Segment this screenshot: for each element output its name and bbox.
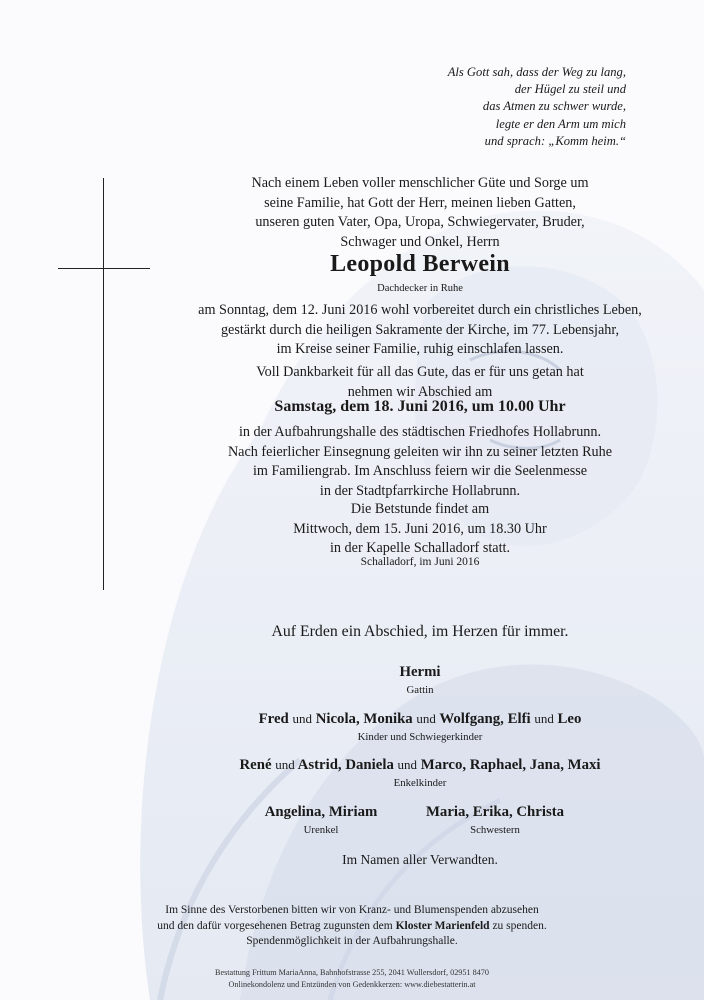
- intro-text: [140, 174, 700, 253]
- footer-address: Bestattung Frittum MariaAnna, Bahnhofstrasse 255, 2041 Wullersdorf, 02951 8470: [215, 968, 489, 977]
- farewell-line: Auf Erden ein Abschied, im Herzen für immer.: [271, 623, 569, 640]
- prayer-line: in der Kapelle Schalladorf statt.: [329, 540, 511, 557]
- grandchild-name: Astrid, Daniela: [297, 757, 394, 773]
- donation-recipient: Kloster Marienfeld: [395, 919, 490, 932]
- children-names: [140, 711, 700, 728]
- und-connector: und: [416, 711, 436, 726]
- grandchild-name: René: [239, 757, 272, 773]
- epigraph-quote: [366, 64, 626, 150]
- thanks-line: nehmen wir Abschied am: [347, 383, 493, 400]
- sisters-names: Maria, Erika, Christa: [425, 804, 565, 820]
- cross-icon-vertical: [103, 178, 104, 590]
- children-role: Kinder und Schwiegerkinder: [357, 731, 483, 743]
- wife-name: Hermi: [399, 664, 441, 680]
- death-line: im Kreise seiner Familie, ruhig einschlafen lassen.: [276, 341, 564, 358]
- donation-line: Spendenmöglichkeit in der Aufbahrungshalle.: [246, 935, 458, 947]
- sisters-role: Schwestern: [470, 824, 520, 836]
- death-line: am Sonntag, dem 12. Juni 2016 wohl vorbereitet durch ein christliches Leben,: [198, 302, 642, 318]
- relatives-signoff: Im Namen aller Verwandten.: [342, 852, 498, 867]
- thanks-text: [140, 363, 700, 402]
- intro-line: Schwager und Onkel, Herrn: [340, 234, 500, 251]
- quote-line: und sprach: „Komm heim.“: [484, 133, 626, 148]
- donation-text: zu spenden.: [489, 919, 547, 932]
- great-grandchildren-names: Angelina, Miriam: [264, 804, 378, 820]
- quote-line: der Hügel zu steil und: [514, 82, 626, 97]
- und-connector: und: [275, 757, 295, 772]
- funeral-details: [140, 423, 700, 502]
- intro-line: seine Familie, hat Gott der Herr, meinen lieben Gatten,: [264, 194, 576, 211]
- deceased-occupation: Dachdecker in Ruhe: [377, 283, 463, 294]
- donation-line: [0, 919, 704, 935]
- grandchildren-role: Enkelkinder: [393, 777, 447, 789]
- und-connector: und: [534, 711, 554, 726]
- funeral-line: Nach feierlicher Einsegnung geleiten wir ihn zu seiner letzten Ruhe: [227, 443, 613, 460]
- family-sisters: [385, 804, 605, 836]
- family-wife: [140, 664, 700, 696]
- family-children: [140, 711, 700, 743]
- donation-text: und den dafür vorgesehenen Betrag zugunsten dem: [157, 919, 396, 932]
- quote-line: legte er den Arm um mich: [495, 116, 626, 131]
- prayer-hour: [140, 500, 700, 559]
- donation-line: Im Sinne des Verstorbenen bitten wir von Kranz- und Blumenspenden abzusehen: [165, 904, 539, 916]
- great-grandchildren-role: Urenkel: [303, 824, 339, 836]
- und-connector: und: [292, 711, 312, 726]
- family-grandchildren: [140, 757, 700, 789]
- cross-icon-horizontal: [58, 268, 150, 269]
- death-line: gestärkt durch die heiligen Sakramente der Kirche, im 77. Lebensjahr,: [220, 321, 620, 338]
- child-name: Wolfgang, Elfi: [439, 711, 531, 727]
- child-name: Fred: [258, 711, 289, 727]
- wife-role: Gattin: [406, 684, 434, 696]
- death-announcement: [140, 301, 700, 360]
- donation-notice: [0, 903, 704, 950]
- child-name: Nicola, Monika: [315, 711, 413, 727]
- thanks-line: Voll Dankbarkeit für all das Gute, das er für uns getan hat: [256, 364, 584, 380]
- prayer-line: Die Betstunde findet am: [350, 501, 490, 517]
- place-date: Schalladorf, im Juni 2016: [360, 556, 480, 568]
- funeral-line: in der Aufbahrungshalle des städtischen Friedhofes Hollabrunn.: [238, 424, 602, 440]
- intro-line: Nach einem Leben voller menschlicher Güte und Sorge um: [251, 175, 589, 191]
- quote-line: das Atmen zu schwer wurde,: [482, 99, 626, 114]
- child-name: Leo: [557, 711, 582, 727]
- intro-line: unseren guten Vater, Opa, Uropa, Schwiegervater, Bruder,: [255, 214, 585, 231]
- quote-line: Als Gott sah, dass der Weg zu lang,: [447, 65, 626, 79]
- prayer-line: Mittwoch, dem 15. Juni 2016, um 18.30 Uhr: [293, 520, 547, 537]
- grandchild-name: Marco, Raphael, Jana, Maxi: [420, 757, 601, 773]
- funeral-date: Samstag, dem 18. Juni 2016, um 10.00 Uhr: [274, 398, 566, 415]
- footer-website: Onlinekondolenz und Entzünden von Gedenkkerzen: www.diebestatterin.at: [228, 980, 476, 989]
- funeral-line: in der Stadtpfarrkirche Hollabrunn.: [319, 483, 521, 500]
- funeral-home-footer: [0, 967, 704, 991]
- deceased-name: Leopold Berwein: [330, 251, 510, 277]
- grandchildren-names: [140, 757, 700, 774]
- funeral-line: im Familiengrab. Im Anschluss feiern wir die Seelenmesse: [252, 463, 588, 480]
- und-connector: und: [397, 757, 418, 772]
